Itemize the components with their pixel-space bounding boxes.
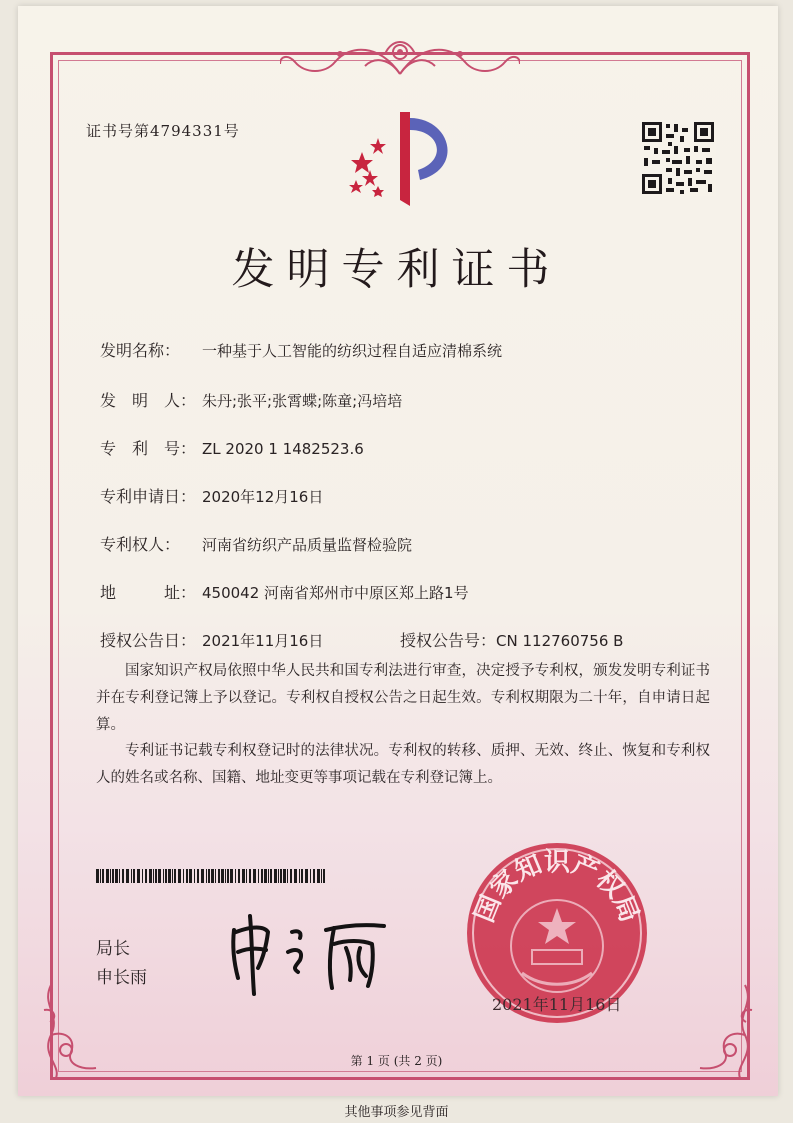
barcode-bar [158, 869, 161, 883]
barcode-bar [264, 869, 267, 883]
barcode-bar [268, 869, 269, 883]
barcode-bar [208, 869, 210, 883]
field-value: 2021年11月16日 [202, 632, 324, 650]
barcode-bar [168, 869, 171, 883]
barcode-bar [225, 869, 226, 883]
field-value: 一种基于人工智能的纺织过程自适应清棉系统 [202, 342, 503, 360]
field-value: CN 112760756 B [496, 632, 624, 650]
barcode-bar [149, 869, 152, 883]
barcode-bar [249, 869, 251, 883]
barcode-bar [280, 869, 282, 883]
barcode-bar [189, 869, 192, 883]
field-patentee [100, 532, 412, 555]
barcode-bar [197, 869, 199, 883]
barcode-bar [206, 869, 207, 883]
barcode-bar [317, 869, 320, 883]
barcode-bar [165, 869, 167, 883]
seal-text: 国家知识产权局 [469, 847, 645, 927]
field-value: 450042 河南省郑州市中原区郑上路1号 [202, 584, 469, 602]
field-invention-name [100, 338, 502, 361]
barcode-bar [261, 869, 263, 883]
barcode-bar [112, 869, 114, 883]
paragraph-grant-statement: 国家知识产权局依照中华人民共和国专利法进行审查，决定授予专利权，颁发发明专利证书并在专利登记簿上予以登记。专利权自授权公告之日起生效。专利权期限为二十年，自申请日起算。 [96, 663, 710, 733]
field-value: 朱丹;张平;张霄蝶;陈童;冯培培 [202, 392, 403, 410]
barcode-bar [294, 869, 297, 883]
field-grant-date [100, 628, 323, 651]
barcode-bar [172, 869, 173, 883]
field-value: 2020年12月16日 [202, 488, 324, 506]
field-value: ZL 2020 1 1482523.6 [202, 440, 364, 458]
page-number: 第 1 页 (共 2 页) [350, 1054, 443, 1068]
barcode-bar [115, 869, 118, 883]
barcode-bar [305, 869, 308, 883]
barcode-bar [301, 869, 303, 883]
barcode-icon [96, 869, 328, 883]
barcode-bar [321, 869, 322, 883]
cnipa-logo-icon [340, 108, 470, 210]
barcode-bar [310, 869, 311, 883]
signature-icon [222, 908, 402, 998]
barcode-bar [142, 869, 143, 883]
barcode-bar [235, 869, 236, 883]
field-label: 授权公告号： [400, 631, 497, 650]
barcode-bar [174, 869, 176, 883]
barcode-bar [153, 869, 154, 883]
barcode-bar [238, 869, 240, 883]
field-inventors [100, 388, 402, 411]
barcode-bar [290, 869, 292, 883]
barcode-bar [221, 869, 224, 883]
barcode-bar [230, 869, 233, 883]
barcode-bar [119, 869, 120, 883]
barcode-bar [122, 869, 124, 883]
barcode-bar [178, 869, 181, 883]
barcode-bar [283, 869, 286, 883]
field-address [100, 580, 469, 603]
field-label: 授权公告日： [100, 631, 197, 650]
field-label: 专 利 号： [100, 439, 197, 458]
barcode-bar [323, 869, 325, 883]
barcode-bar [183, 869, 184, 883]
barcode-bar [186, 869, 188, 883]
barcode-bar [246, 869, 247, 883]
barcode-bar [313, 869, 315, 883]
field-filing-date [100, 484, 323, 507]
field-label: 专利权人： [100, 535, 181, 554]
top-ornament-icon [280, 34, 520, 82]
seal-date: 2021年11月16日 [492, 995, 622, 1014]
barcode-bar [242, 869, 245, 883]
barcode-bar [133, 869, 135, 883]
barcode-bar [102, 869, 104, 883]
barcode-bar [100, 869, 101, 883]
barcode-bar [96, 869, 99, 883]
qr-code-icon [640, 120, 716, 196]
barcode-bar [194, 869, 195, 883]
field-label: 地 址： [100, 583, 197, 602]
barcode-bar [126, 869, 129, 883]
field-label: 发 明 人： [100, 391, 197, 410]
barcode-bar [137, 869, 140, 883]
barcode-bar [215, 869, 216, 883]
director-title: 局长 [96, 939, 130, 959]
barcode-bar [218, 869, 220, 883]
certificate-number: 证书号第4794331号 [86, 122, 240, 140]
barcode-bar [131, 869, 132, 883]
barcode-bar [211, 869, 214, 883]
field-value: 河南省纺织产品质量监督检验院 [202, 536, 413, 554]
certificate-title: 发明专利证书 [231, 245, 562, 295]
barcode-bar [253, 869, 256, 883]
barcode-bar [287, 869, 288, 883]
barcode-bar [270, 869, 272, 883]
barcode-bar [155, 869, 157, 883]
field-label: 专利申请日： [100, 487, 197, 506]
barcode-bar [299, 869, 300, 883]
paragraph-legal-status: 专利证书记载专利权登记时的法律状况。专利权的转移、质押、无效、终止、恢复和专利权人的姓名或名称、国籍、地址变更等事项记载在专利登记簿上。 [96, 743, 710, 786]
field-label: 发明名称： [100, 341, 181, 360]
barcode-bar [227, 869, 229, 883]
barcode-bar [110, 869, 111, 883]
field-patent-no [100, 436, 364, 459]
field-grant-no [400, 628, 623, 651]
barcode-bar [163, 869, 164, 883]
barcode-bar [201, 869, 204, 883]
footer-note: 其他事项参见背面 [344, 1105, 449, 1120]
barcode-bar [278, 869, 279, 883]
barcode-bar [258, 869, 259, 883]
director-name: 申长雨 [96, 968, 147, 988]
barcode-bar [106, 869, 109, 883]
barcode-bar [274, 869, 277, 883]
barcode-bar [145, 869, 147, 883]
